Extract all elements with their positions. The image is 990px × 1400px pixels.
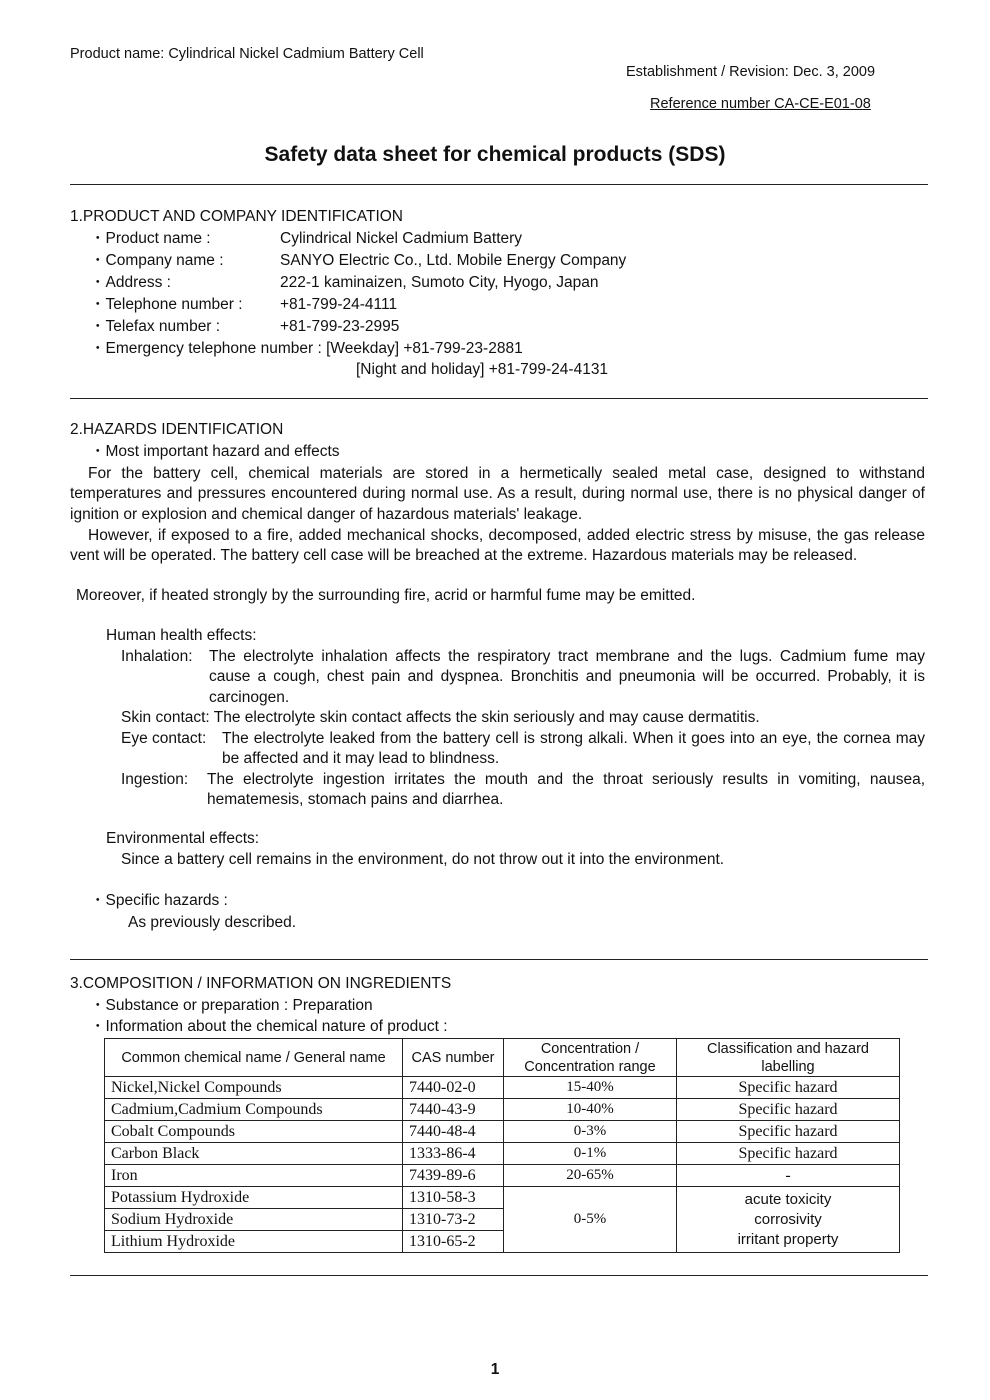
label-emergency (90, 339, 523, 359)
table-header-row (105, 1039, 900, 1077)
inhalation-text: The electrolyte inhalation affects the respiratory tract membrane and the lugs. Cadmium fume may cause a cough, chest pain and dyspnea. Bronchitis and pneumonia will be occurred. Probably, it is carcinogen. (209, 648, 925, 706)
divider (70, 184, 928, 185)
table-row (105, 1165, 900, 1187)
specific-hazards-heading: ・Specific hazards : (90, 892, 228, 909)
value-telefax: +81-799-23-2995 (280, 318, 400, 335)
cell-name: Cadmium,Cadmium Compounds (105, 1099, 403, 1121)
inhalation-label: Inhalation: (121, 648, 193, 665)
cell-classification: - (677, 1165, 900, 1187)
cell-cas: 7440-02-0 (403, 1077, 504, 1099)
section2-heading: 2.HAZARDS IDENTIFICATION (70, 421, 284, 438)
ingestion-label: Ingestion: (121, 771, 189, 788)
specific-hazards-text: As previously described. (128, 914, 296, 931)
cell-concentration-merged: 0-5% (504, 1187, 677, 1253)
cell-concentration: 10-40% (504, 1099, 677, 1121)
composition-table (104, 1038, 900, 1253)
cell-cas: 7440-48-4 (403, 1121, 504, 1143)
hazard-paragraph-1: For the battery cell, chemical materials are stored in a hermetically sealed metal case, designed to withstand temperatures and pressures encountered during normal use. As a result, during normal use, there is no physical danger of ignition or explosion and chemical danger of hazardous materials' leakage. (70, 465, 925, 523)
section1-heading: 1.PRODUCT AND COMPANY IDENTIFICATION (70, 208, 404, 225)
eye-contact-label: Eye contact: (121, 730, 207, 747)
cell-concentration: 0-1% (504, 1143, 677, 1165)
divider (70, 1275, 928, 1276)
cell-name: Carbon Black (105, 1143, 403, 1165)
header-concentration: Concentration / Concentration range (504, 1039, 677, 1077)
cell-cas: 7439-89-6 (403, 1165, 504, 1187)
eye-contact-text: The electrolyte leaked from the battery cell is strong alkali. When it goes into an eye, the cornea may be affected and it may lead to blindness. (222, 730, 925, 768)
table-row (105, 1143, 900, 1165)
section2-subheading: ・Most important hazard and effects (90, 443, 340, 460)
cell-name: Potassium Hydroxide (105, 1187, 403, 1209)
classification-line: irritant property (737, 1230, 839, 1248)
emergency-weekday: [Weekday] +81-799-23-2881 (326, 340, 523, 357)
human-health-heading: Human health effects: (106, 627, 257, 644)
page-number: 1 (490, 1361, 500, 1378)
cell-name: Lithium Hydroxide (105, 1231, 403, 1253)
cell-classification: Specific hazard (677, 1077, 900, 1099)
cell-classification: Specific hazard (677, 1143, 900, 1165)
cell-classification: Specific hazard (677, 1121, 900, 1143)
cell-concentration: 20-65% (504, 1165, 677, 1187)
value-product-name: Cylindrical Nickel Cadmium Battery (280, 230, 523, 247)
cell-concentration: 15-40% (504, 1077, 677, 1099)
hazard-paragraph-3: Moreover, if heated strongly by the surrounding fire, acrid or harmful fume may be emitted. (76, 587, 696, 604)
label-telephone: ・Telephone number : (90, 296, 243, 313)
label-address: ・Address : (90, 274, 171, 291)
header-classification: Classification and hazard labelling (677, 1039, 900, 1077)
header-establishment: Establishment / Revision: Dec. 3, 2009 (626, 64, 876, 80)
table-row (105, 1187, 900, 1209)
emergency-night: [Night and holiday] +81-799-24-4131 (356, 361, 609, 378)
divider (70, 959, 928, 960)
header-product-name: Product name: Cylindrical Nickel Cadmium Battery Cell (70, 46, 424, 62)
cell-name: Cobalt Compounds (105, 1121, 403, 1143)
label-telefax: ・Telefax number : (90, 318, 221, 335)
cell-cas: 1310-58-3 (403, 1187, 504, 1209)
classification-line: acute toxicity (744, 1190, 832, 1208)
table-row (105, 1077, 900, 1099)
cell-concentration: 0-3% (504, 1121, 677, 1143)
document-title: Safety data sheet for chemical products (SDS) (264, 143, 726, 166)
hazard-paragraph-2: However, if exposed to a fire, added mechanical shocks, decomposed, added electric stress by misuse, the gas release vent will be operated. The battery cell case will be breached at the extreme. Hazardous materials may be released. (70, 527, 925, 565)
section3-heading: 3.COMPOSITION / INFORMATION ON INGREDIENTS (70, 975, 452, 992)
cell-name: Nickel,Nickel Compounds (105, 1077, 403, 1099)
table-row (105, 1099, 900, 1121)
header-reference: Reference number CA-CE-E01-08 (650, 96, 871, 112)
value-telephone: +81-799-24-4111 (280, 296, 398, 313)
environmental-text: Since a battery cell remains in the environment, do not throw out it into the environment. (121, 851, 725, 868)
value-address: 222-1 kaminaizen, Sumoto City, Hyogo, Japan (280, 274, 599, 291)
cell-name: Iron (105, 1165, 403, 1187)
emergency-label: ・Emergency telephone number : (90, 340, 327, 357)
cell-name: Sodium Hydroxide (105, 1209, 403, 1231)
cell-cas: 1333-86-4 (403, 1143, 504, 1165)
substance-line: ・Substance or preparation : Preparation (90, 997, 373, 1014)
value-company-name: SANYO Electric Co., Ltd. Mobile Energy Company (280, 252, 627, 269)
divider (70, 398, 928, 399)
header-name: Common chemical name / General name (105, 1039, 403, 1077)
label-product-name: ・Product name : (90, 230, 211, 247)
cell-cas: 7440-43-9 (403, 1099, 504, 1121)
classification-line: corrosivity (754, 1210, 822, 1228)
header-cas: CAS number (403, 1039, 504, 1077)
info-line: ・Information about the chemical nature of product : (90, 1018, 448, 1035)
ingestion-text: The electrolyte ingestion irritates the mouth and the throat seriously results in vomiting, nausea, hematemesis, stomach pains and diarrhea. (207, 771, 925, 809)
cell-cas: 1310-65-2 (403, 1231, 504, 1253)
label-company-name: ・Company name : (90, 252, 224, 269)
cell-cas: 1310-73-2 (403, 1209, 504, 1231)
table-row (105, 1121, 900, 1143)
skin-contact-text: Skin contact: The electrolyte skin contact affects the skin seriously and may cause dermatitis. (121, 709, 760, 726)
environmental-heading: Environmental effects: (106, 830, 260, 847)
cell-classification-merged (677, 1187, 900, 1253)
cell-classification: Specific hazard (677, 1099, 900, 1121)
